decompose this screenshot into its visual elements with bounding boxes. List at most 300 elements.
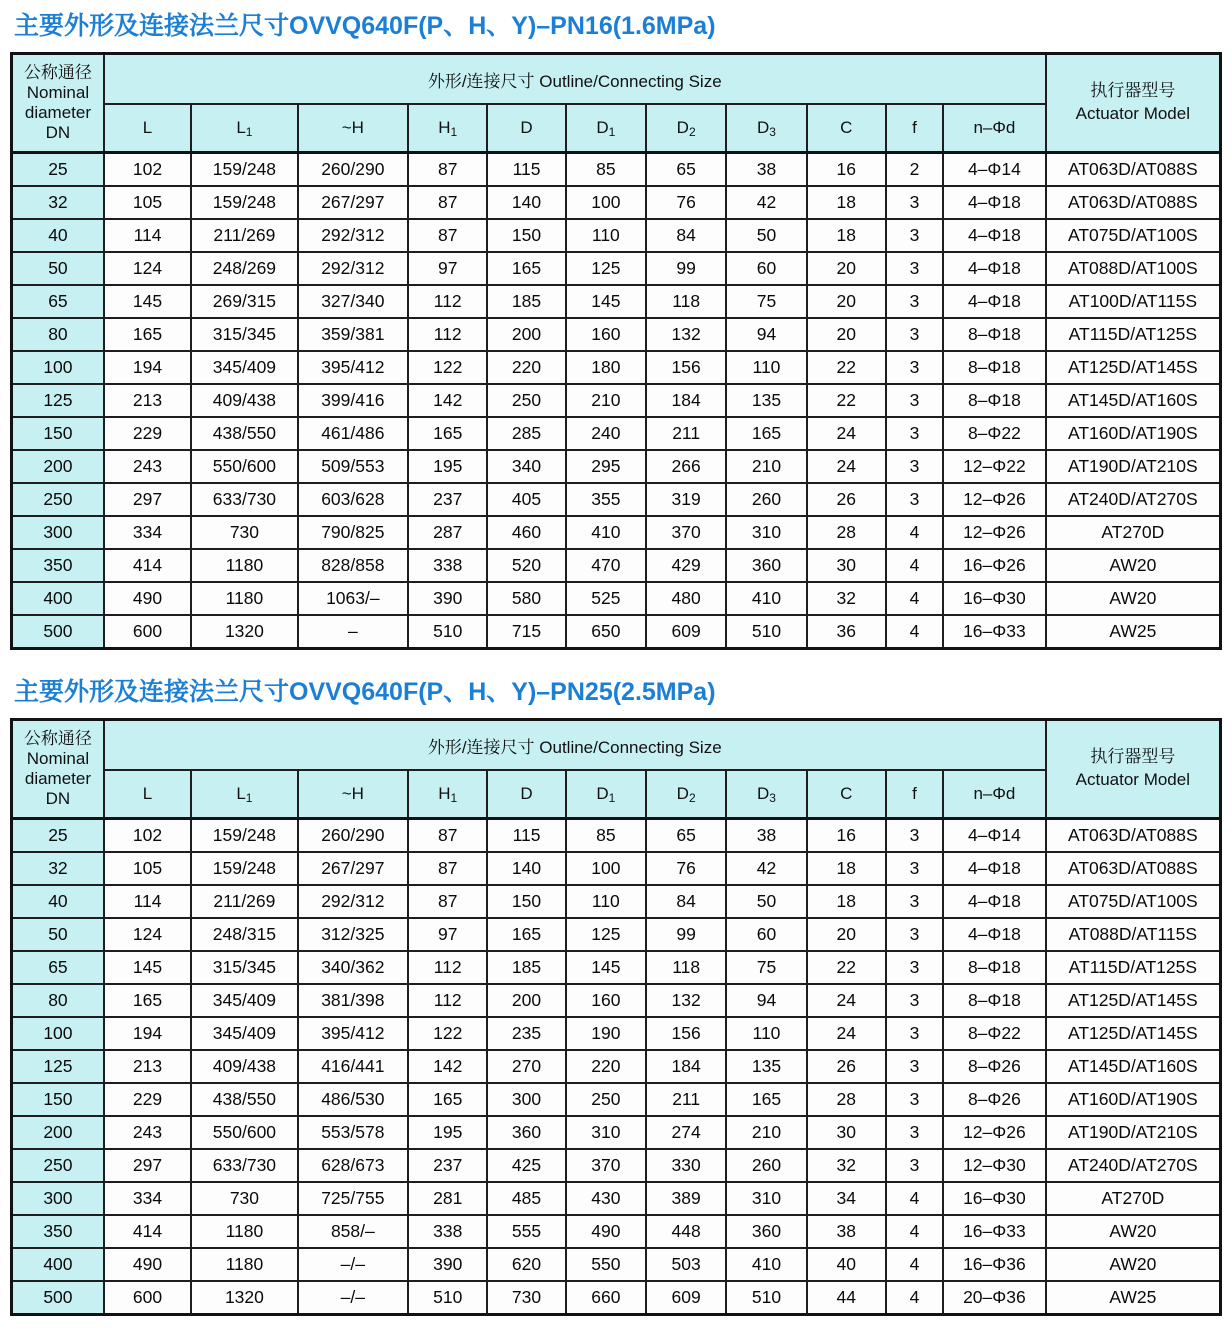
- dimension-value-cell: 8–Φ26: [943, 1083, 1046, 1116]
- dimension-value-cell: 370: [646, 516, 726, 549]
- dimension-value-cell: 142: [408, 1050, 487, 1083]
- dimension-value-cell: 76: [646, 852, 726, 885]
- actuator-model-cell: AW25: [1046, 615, 1221, 649]
- dimension-value-cell: 525: [566, 582, 646, 615]
- dimension-value-cell: 730: [191, 516, 297, 549]
- dimension-value-cell: 470: [566, 549, 646, 582]
- dimension-value-cell: 490: [104, 1248, 191, 1281]
- table-row: [12, 1281, 1221, 1315]
- dimension-value-cell: 220: [487, 351, 565, 384]
- dimension-value-cell: 140: [487, 186, 565, 219]
- dimension-value-cell: 3: [886, 351, 943, 384]
- actuator-model-cell: AT063D/AT088S: [1046, 153, 1221, 187]
- dn-value-cell: 300: [12, 516, 104, 549]
- dimension-value-cell: 18: [807, 852, 886, 885]
- dimension-column-header: $L_1$: [191, 770, 297, 819]
- dimension-value-cell: 260: [726, 1149, 806, 1182]
- dimension-value-cell: 211: [646, 1083, 726, 1116]
- dimension-value-cell: 160: [566, 984, 646, 1017]
- dimension-value-cell: 114: [104, 219, 191, 252]
- dimension-value-cell: 620: [487, 1248, 565, 1281]
- dimension-value-cell: 490: [566, 1215, 646, 1248]
- dimension-value-cell: 85: [566, 819, 646, 853]
- dimension-value-cell: 159/248: [191, 852, 297, 885]
- dimension-value-cell: 12–Φ22: [943, 450, 1046, 483]
- dimension-value-cell: 159/248: [191, 186, 297, 219]
- table-row: [12, 1248, 1221, 1281]
- dimension-column-header: D: [487, 770, 565, 819]
- dimension-value-cell: 32: [807, 1149, 886, 1182]
- dimension-value-cell: 600: [104, 1281, 191, 1315]
- dimension-value-cell: 425: [487, 1149, 565, 1182]
- dimension-value-cell: 142: [408, 384, 487, 417]
- dimension-value-cell: 12–Φ26: [943, 516, 1046, 549]
- dimension-value-cell: 114: [104, 885, 191, 918]
- dimension-value-cell: 312/325: [298, 918, 408, 951]
- dimension-value-cell: 87: [408, 819, 487, 853]
- dimension-value-cell: 87: [408, 852, 487, 885]
- dimension-value-cell: 125: [566, 252, 646, 285]
- table-row: [12, 549, 1221, 582]
- dimension-value-cell: 269/315: [191, 285, 297, 318]
- dimension-value-cell: 195: [408, 1116, 487, 1149]
- dimension-value-cell: 34: [807, 1182, 886, 1215]
- dimension-value-cell: 30: [807, 1116, 886, 1149]
- table-row: [12, 918, 1221, 951]
- dimension-value-cell: 334: [104, 1182, 191, 1215]
- dn-value-cell: 32: [12, 852, 104, 885]
- dimension-value-cell: 287: [408, 516, 487, 549]
- dimension-value-cell: 145: [104, 951, 191, 984]
- table-row: [12, 615, 1221, 649]
- actuator-model-cell: AT088D/AT115S: [1046, 918, 1221, 951]
- dimension-value-cell: 3: [886, 1017, 943, 1050]
- dimension-value-cell: 270: [487, 1050, 565, 1083]
- dimension-value-cell: 140: [487, 852, 565, 885]
- dimension-value-cell: 3: [886, 483, 943, 516]
- dimension-value-cell: 4: [886, 516, 943, 549]
- table-row: [12, 885, 1221, 918]
- table-title-pn16: 主要外形及连接法兰尺寸OVVQ640F(P、H、Y)–PN16(1.6MPa): [14, 12, 716, 40]
- table-row: [12, 483, 1221, 516]
- dimension-value-cell: 4: [886, 549, 943, 582]
- dimension-value-cell: 510: [408, 1281, 487, 1315]
- dimension-value-cell: 125: [566, 918, 646, 951]
- dimension-value-cell: 628/673: [298, 1149, 408, 1182]
- dimension-value-cell: 20–Φ36: [943, 1281, 1046, 1315]
- dimension-value-cell: 110: [726, 351, 806, 384]
- dimension-value-cell: 399/416: [298, 384, 408, 417]
- dimension-value-cell: 94: [726, 318, 806, 351]
- dimension-value-cell: 26: [807, 483, 886, 516]
- table-row: [12, 819, 1221, 853]
- dimension-column-header: C: [807, 770, 886, 819]
- actuator-model-cell: AT063D/AT088S: [1046, 819, 1221, 853]
- dimension-value-cell: 297: [104, 483, 191, 516]
- dimension-value-cell: 122: [408, 1017, 487, 1050]
- table-row: [12, 984, 1221, 1017]
- dimension-value-cell: 4–Φ18: [943, 852, 1046, 885]
- table-row: [12, 153, 1221, 187]
- dimension-value-cell: 112: [408, 984, 487, 1017]
- dimension-value-cell: 410: [726, 582, 806, 615]
- dimension-value-cell: 370: [566, 1149, 646, 1182]
- dimension-column-header: $L_1$: [191, 104, 297, 153]
- dimension-value-cell: 345/409: [191, 1017, 297, 1050]
- actuator-model-cell: AT160D/AT190S: [1046, 1083, 1221, 1116]
- actuator-model-cell: AT088D/AT100S: [1046, 252, 1221, 285]
- dimension-column-header: ~H: [298, 770, 408, 819]
- table-row: [12, 852, 1221, 885]
- dimension-value-cell: 4: [886, 615, 943, 649]
- dimension-value-cell: 42: [726, 852, 806, 885]
- dimension-value-cell: 510: [726, 1281, 806, 1315]
- table-row: [12, 219, 1221, 252]
- dimension-value-cell: 359/381: [298, 318, 408, 351]
- actuator-model-cell: AT063D/AT088S: [1046, 852, 1221, 885]
- dimension-value-cell: 76: [646, 186, 726, 219]
- dimension-value-cell: 550: [566, 1248, 646, 1281]
- table-row: [12, 285, 1221, 318]
- dimension-value-cell: 38: [726, 153, 806, 187]
- dn-value-cell: 125: [12, 384, 104, 417]
- dimension-value-cell: 414: [104, 549, 191, 582]
- dimension-value-cell: 22: [807, 951, 886, 984]
- dimension-value-cell: 8–Φ18: [943, 951, 1046, 984]
- dimension-value-cell: 165: [104, 318, 191, 351]
- dimension-value-cell: 340/362: [298, 951, 408, 984]
- dimension-value-cell: 490: [104, 582, 191, 615]
- dimension-value-cell: 28: [807, 1083, 886, 1116]
- actuator-model-cell: AW20: [1046, 1215, 1221, 1248]
- dimension-value-cell: 8–Φ18: [943, 384, 1046, 417]
- dimension-value-cell: 24: [807, 450, 886, 483]
- dimension-value-cell: 85: [566, 153, 646, 187]
- dimension-value-cell: 132: [646, 318, 726, 351]
- dn-value-cell: 250: [12, 1149, 104, 1182]
- actuator-model-cell: AT160D/AT190S: [1046, 417, 1221, 450]
- dimension-value-cell: 790/825: [298, 516, 408, 549]
- dimension-value-cell: 4–Φ18: [943, 918, 1046, 951]
- dimension-value-cell: 184: [646, 1050, 726, 1083]
- actuator-model-cell: AT240D/AT270S: [1046, 1149, 1221, 1182]
- dimension-value-cell: 165: [726, 1083, 806, 1116]
- dimension-value-cell: 3: [886, 1050, 943, 1083]
- dimension-value-cell: 1180: [191, 1248, 297, 1281]
- dimension-value-cell: 1180: [191, 1215, 297, 1248]
- actuator-model-cell: AT075D/AT100S: [1046, 219, 1221, 252]
- dimension-value-cell: 94: [726, 984, 806, 1017]
- dn-value-cell: 80: [12, 318, 104, 351]
- dimension-value-cell: 416/441: [298, 1050, 408, 1083]
- dimension-value-cell: 633/730: [191, 1149, 297, 1182]
- dn-value-cell: 100: [12, 1017, 104, 1050]
- dimension-value-cell: 102: [104, 153, 191, 187]
- dimension-value-cell: 42: [726, 186, 806, 219]
- dimension-value-cell: 3: [886, 417, 943, 450]
- dimension-value-cell: 609: [646, 615, 726, 649]
- dn-value-cell: 500: [12, 1281, 104, 1315]
- dimension-value-cell: 115: [487, 153, 565, 187]
- dimension-value-cell: 3: [886, 951, 943, 984]
- dimension-value-cell: 87: [408, 885, 487, 918]
- dimension-value-cell: 195: [408, 450, 487, 483]
- dimension-value-cell: 190: [566, 1017, 646, 1050]
- table-row: [12, 1017, 1221, 1050]
- dimension-value-cell: 3: [886, 219, 943, 252]
- dimension-value-cell: 229: [104, 1083, 191, 1116]
- dimension-value-cell: 461/486: [298, 417, 408, 450]
- dimension-value-cell: 600: [104, 615, 191, 649]
- dimension-value-cell: 145: [566, 951, 646, 984]
- dimension-value-cell: 295: [566, 450, 646, 483]
- dimension-value-cell: 229: [104, 417, 191, 450]
- dimension-value-cell: 210: [726, 450, 806, 483]
- dimension-value-cell: 87: [408, 153, 487, 187]
- dimension-value-cell: 65: [646, 153, 726, 187]
- dimension-column-header: $H_1$: [408, 104, 487, 153]
- dimension-value-cell: 20: [807, 918, 886, 951]
- dn-value-cell: 65: [12, 951, 104, 984]
- dimension-value-cell: 100: [566, 852, 646, 885]
- dimension-value-cell: 32: [807, 582, 886, 615]
- dimension-value-cell: 550/600: [191, 1116, 297, 1149]
- dimension-value-cell: 292/312: [298, 252, 408, 285]
- table-row: [12, 1215, 1221, 1248]
- dimension-value-cell: 194: [104, 1017, 191, 1050]
- table-row: [12, 1116, 1221, 1149]
- dn-value-cell: 32: [12, 186, 104, 219]
- dimension-value-cell: 16–Φ33: [943, 615, 1046, 649]
- dimension-column-header: f: [886, 770, 943, 819]
- dimension-value-cell: 555: [487, 1215, 565, 1248]
- dimension-value-cell: 8–Φ18: [943, 351, 1046, 384]
- dimension-value-cell: 438/550: [191, 1083, 297, 1116]
- table-row: [12, 582, 1221, 615]
- dn-value-cell: 350: [12, 549, 104, 582]
- actuator-model-cell: AT075D/AT100S: [1046, 885, 1221, 918]
- dimension-value-cell: 3: [886, 384, 943, 417]
- dimension-value-cell: 266: [646, 450, 726, 483]
- dimension-value-cell: 213: [104, 384, 191, 417]
- dimension-value-cell: 1320: [191, 615, 297, 649]
- dimension-value-cell: 260/290: [298, 819, 408, 853]
- dimension-column-header: $D_3$: [726, 104, 806, 153]
- dimension-value-cell: 213: [104, 1050, 191, 1083]
- dimension-value-cell: 28: [807, 516, 886, 549]
- dimension-column-header: $D_2$: [646, 104, 726, 153]
- dimension-value-cell: 135: [726, 1050, 806, 1083]
- dimension-value-cell: 112: [408, 285, 487, 318]
- dimension-value-cell: 3: [886, 318, 943, 351]
- dimension-value-cell: 3: [886, 1083, 943, 1116]
- dn-value-cell: 500: [12, 615, 104, 649]
- dimension-column-header: f: [886, 104, 943, 153]
- dimension-value-cell: 97: [408, 252, 487, 285]
- dimension-value-cell: 112: [408, 318, 487, 351]
- dimension-value-cell: 38: [807, 1215, 886, 1248]
- nominal-diameter-header: 公称通径 Nominal diameter DN: [12, 54, 104, 153]
- dimension-value-cell: 267/297: [298, 186, 408, 219]
- dimension-value-cell: 102: [104, 819, 191, 853]
- table-row: [12, 1050, 1221, 1083]
- dimension-value-cell: 327/340: [298, 285, 408, 318]
- dimension-value-cell: 248/315: [191, 918, 297, 951]
- dimension-value-cell: 115: [487, 819, 565, 853]
- table-row: [12, 951, 1221, 984]
- dimension-value-cell: 3: [886, 918, 943, 951]
- dimension-value-cell: 4–Φ14: [943, 819, 1046, 853]
- dimension-value-cell: 36: [807, 615, 886, 649]
- actuator-model-cell: AT115D/AT125S: [1046, 318, 1221, 351]
- dimension-value-cell: 75: [726, 285, 806, 318]
- outline-connecting-size-header: 外形/连接尺寸 Outline/Connecting Size: [104, 54, 1046, 105]
- actuator-model-cell: AT125D/AT145S: [1046, 1017, 1221, 1050]
- dimension-value-cell: 338: [408, 1215, 487, 1248]
- dimension-value-cell: 16–Φ30: [943, 1182, 1046, 1215]
- dimension-value-cell: 150: [487, 885, 565, 918]
- dimension-value-cell: 185: [487, 951, 565, 984]
- dimension-value-cell: 405: [487, 483, 565, 516]
- dimension-value-cell: 603/628: [298, 483, 408, 516]
- table-row: [12, 450, 1221, 483]
- table-row: [12, 351, 1221, 384]
- dimension-value-cell: 110: [726, 1017, 806, 1050]
- dimension-value-cell: 243: [104, 1116, 191, 1149]
- dimension-column-header: ~H: [298, 104, 408, 153]
- dimension-value-cell: 730: [191, 1182, 297, 1215]
- dimension-value-cell: 633/730: [191, 483, 297, 516]
- dimension-value-cell: 235: [487, 1017, 565, 1050]
- dimension-value-cell: 38: [726, 819, 806, 853]
- dimension-value-cell: 1063/–: [298, 582, 408, 615]
- dimension-value-cell: 297: [104, 1149, 191, 1182]
- dimension-value-cell: 1180: [191, 582, 297, 615]
- dimension-value-cell: 609: [646, 1281, 726, 1315]
- dimension-value-cell: 12–Φ26: [943, 483, 1046, 516]
- dimension-value-cell: 165: [104, 984, 191, 1017]
- dimension-value-cell: 4–Φ18: [943, 219, 1046, 252]
- actuator-model-cell: AW20: [1046, 582, 1221, 615]
- dimension-value-cell: 3: [886, 852, 943, 885]
- dimension-value-cell: 334: [104, 516, 191, 549]
- dimension-value-cell: 75: [726, 951, 806, 984]
- dimension-column-header: D: [487, 104, 565, 153]
- actuator-model-header: 执行器型号 Actuator Model: [1046, 54, 1221, 153]
- actuator-model-cell: AT145D/AT160S: [1046, 1050, 1221, 1083]
- dimension-value-cell: 16–Φ33: [943, 1215, 1046, 1248]
- dn-value-cell: 200: [12, 1116, 104, 1149]
- dimension-value-cell: 345/409: [191, 984, 297, 1017]
- dimension-value-cell: 194: [104, 351, 191, 384]
- dimension-value-cell: 395/412: [298, 351, 408, 384]
- dimension-value-cell: 16–Φ26: [943, 549, 1046, 582]
- dimension-value-cell: 360: [487, 1116, 565, 1149]
- dimension-value-cell: 8–Φ22: [943, 1017, 1046, 1050]
- dimension-value-cell: 4: [886, 1248, 943, 1281]
- dimension-value-cell: 22: [807, 351, 886, 384]
- dimension-value-cell: 44: [807, 1281, 886, 1315]
- dn-value-cell: 50: [12, 918, 104, 951]
- dimension-value-cell: 550/600: [191, 450, 297, 483]
- dimension-value-cell: 4–Φ18: [943, 186, 1046, 219]
- dimension-value-cell: 243: [104, 450, 191, 483]
- dimension-value-cell: 84: [646, 885, 726, 918]
- dimension-value-cell: 118: [646, 951, 726, 984]
- dimension-value-cell: 4: [886, 1215, 943, 1248]
- dimension-table-pn25: [10, 718, 1222, 1316]
- actuator-model-cell: AT270D: [1046, 516, 1221, 549]
- dimension-value-cell: 110: [566, 219, 646, 252]
- dimension-value-cell: 338: [408, 549, 487, 582]
- dimension-value-cell: 145: [566, 285, 646, 318]
- dimension-value-cell: 4–Φ18: [943, 885, 1046, 918]
- actuator-model-cell: AT145D/AT160S: [1046, 384, 1221, 417]
- actuator-model-cell: AW25: [1046, 1281, 1221, 1315]
- dimension-value-cell: 22: [807, 384, 886, 417]
- dimension-value-cell: 210: [726, 1116, 806, 1149]
- dimension-value-cell: 310: [726, 516, 806, 549]
- dn-value-cell: 40: [12, 885, 104, 918]
- actuator-model-cell: AT100D/AT115S: [1046, 285, 1221, 318]
- dimension-value-cell: 248/269: [191, 252, 297, 285]
- dimension-value-cell: 4–Φ18: [943, 285, 1046, 318]
- table-row: [12, 318, 1221, 351]
- dimension-value-cell: 132: [646, 984, 726, 1017]
- actuator-model-cell: AT270D: [1046, 1182, 1221, 1215]
- dimension-column-header: $D_2$: [646, 770, 726, 819]
- dimension-value-cell: 97: [408, 918, 487, 951]
- dimension-value-cell: 414: [104, 1215, 191, 1248]
- dimension-value-cell: 24: [807, 417, 886, 450]
- dimension-value-cell: 237: [408, 483, 487, 516]
- dimension-value-cell: 145: [104, 285, 191, 318]
- dimension-value-cell: 165: [487, 918, 565, 951]
- dimension-value-cell: 156: [646, 351, 726, 384]
- dimension-column-header: $D_1$: [566, 770, 646, 819]
- dn-value-cell: 80: [12, 984, 104, 1017]
- dimension-value-cell: 122: [408, 351, 487, 384]
- dimension-value-cell: 8–Φ26: [943, 1050, 1046, 1083]
- dimension-value-cell: 18: [807, 219, 886, 252]
- dn-value-cell: 300: [12, 1182, 104, 1215]
- dimension-value-cell: 315/345: [191, 951, 297, 984]
- dimension-value-cell: 8–Φ22: [943, 417, 1046, 450]
- dimension-column-header: L: [104, 104, 191, 153]
- dimension-value-cell: 100: [566, 186, 646, 219]
- dimension-value-cell: 240: [566, 417, 646, 450]
- dimension-value-cell: 390: [408, 1248, 487, 1281]
- dimension-value-cell: 480: [646, 582, 726, 615]
- dimension-value-cell: 330: [646, 1149, 726, 1182]
- dimension-value-cell: 112: [408, 951, 487, 984]
- dimension-value-cell: 319: [646, 483, 726, 516]
- dimension-column-header: $D_1$: [566, 104, 646, 153]
- dimension-value-cell: 150: [487, 219, 565, 252]
- dimension-value-cell: 485: [487, 1182, 565, 1215]
- table-row: [12, 252, 1221, 285]
- dn-value-cell: 25: [12, 153, 104, 187]
- dimension-value-cell: 3: [886, 984, 943, 1017]
- dimension-value-cell: 8–Φ18: [943, 984, 1046, 1017]
- dn-value-cell: 400: [12, 1248, 104, 1281]
- dimension-value-cell: 12–Φ26: [943, 1116, 1046, 1149]
- dimension-value-cell: 1320: [191, 1281, 297, 1315]
- dimension-value-cell: 50: [726, 885, 806, 918]
- dimension-value-cell: 24: [807, 1017, 886, 1050]
- table-row: [12, 417, 1221, 450]
- dimension-value-cell: –: [298, 615, 408, 649]
